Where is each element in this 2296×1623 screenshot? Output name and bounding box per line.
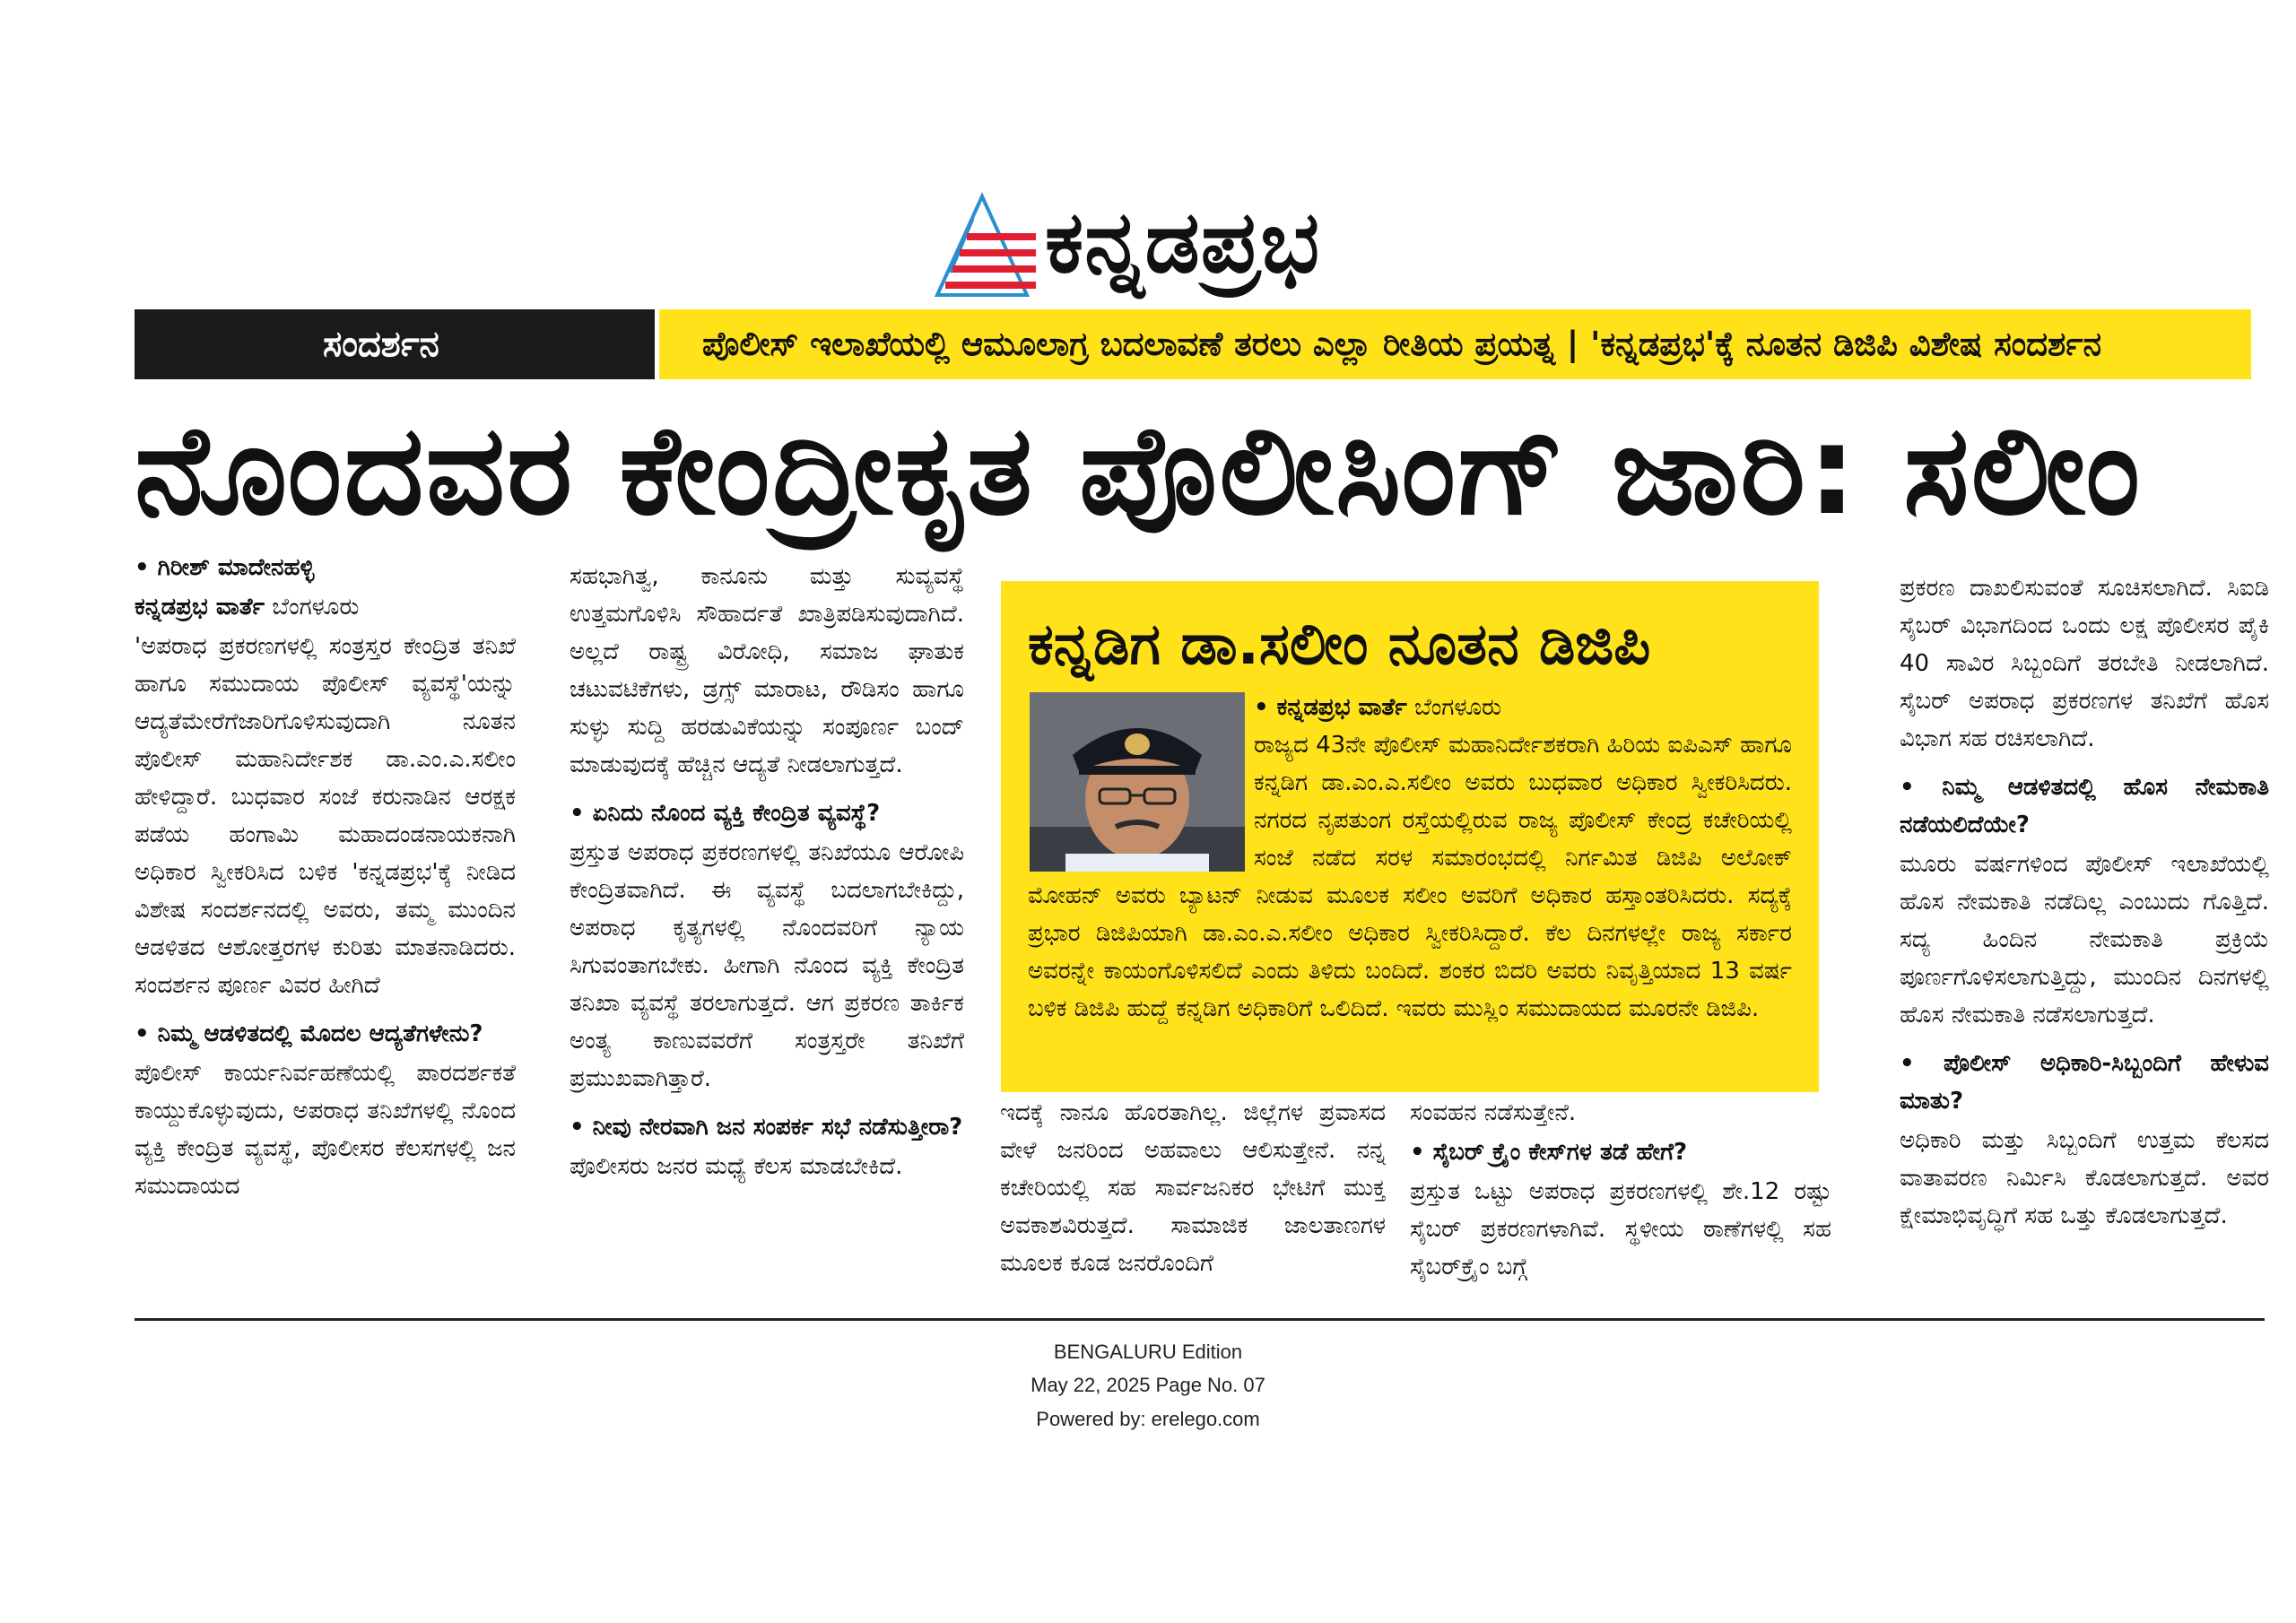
date-page-label: May 22, 2025 Page No. 07 — [1031, 1374, 1265, 1396]
byline: ಕನ್ನಡಪ್ರಭ ವಾರ್ತೆ — [135, 594, 265, 621]
masthead — [933, 188, 1399, 305]
paragraph: ಅಧಿಕಾರಿ ಮತ್ತು ಸಿಬ್ಬಂದಿಗೆ ಉತ್ತಮ ಕೆಲಸದ ವಾತಾವರಣ ನಿರ್ಮಿಸಿ ಕೊಡಲಾಗುತ್ತದೆ. ಅವರ ಕ್ಷೇಮಾಭಿವೃದ್ಧಿಗೆ ಸಹ ಒತ್ತು ಕೊಡಲಾಗುತ್ತದೆ. — [1900, 1127, 2269, 1229]
sidebar-byline: • ಕನ್ನಡಪ್ರಭ ವಾರ್ತೆ — [1254, 694, 1407, 721]
paragraph: ಇದಕ್ಕೆ ನಾನೂ ಹೊರತಾಗಿಲ್ಲ. ಜಿಲ್ಲೆಗಳ ಪ್ರವಾಸದ ವೇಳೆ ಜನರಿಂದ ಅಹವಾಲು ಆಲಿಸುತ್ತೇನೆ. ನನ್ನ ಕಚೇರಿಯಲ್ಲಿ ಸಹ ಸಾರ್ವಜನಿಕರ ಭೇಟಿಗೆ ಮುಕ್ತ ಅವಕಾಶವಿರುತ್ತದೆ. ಸಾಮಾಜಿಕ ಜಾಲತಾಣಗಳ ಮೂಲಕ ಕೂಡ ಜನರೊಂದಿಗೆ — [1000, 1099, 1386, 1277]
paragraph: ಪ್ರಸ್ತುತ ಅಪರಾಧ ಪ್ರಕರಣಗಳಲ್ಲಿ ತನಿಖೆಯೂ ಆರೋಪಿ ಕೇಂದ್ರಿತವಾಗಿದೆ. ಈ ವ್ಯವಸ್ಥೆ ಬದಲಾಗಬೇಕಿದ್ದು, ಅಪರಾಧ ಕೃತ್ಯಗಳಲ್ಲಿ ನೊಂದವರಿಗೆ ನ್ಯಾಯ ಸಿಗುವಂತಾಗಬೇಕು. ಹೀಗಾಗಿ ನೊಂದ ವ್ಯಕ್ತಿ ಕೇಂದ್ರಿತ ತನಿಖಾ ವ್ಯವಸ್ಥೆ ತರಲಾಗುತ್ತದೆ. ಆಗ ಪ್ರಕರಣ ತಾರ್ಕಿಕ ಅಂತ್ಯ ಕಾಣುವವರೆಗೆ ಸಂತ್ರಸ್ತರೇ ತನಿಖೆಗೆ ಪ್ರಮುಖವಾಗಿತ್ತಾರೆ. — [570, 839, 964, 1092]
section-label: ಸಂದರ್ಶನ — [296, 309, 655, 379]
section-banner — [135, 309, 2251, 379]
sidebar-city: ಬೆಂಗಳೂರು — [1413, 694, 1502, 721]
question-heading: • ಏನಿದು ನೊಂದ ವ್ಯಕ್ತಿ ಕೇಂದ್ರಿತ ವ್ಯವಸ್ಥೆ? — [570, 800, 881, 827]
article-column-4-bottom — [1410, 1094, 1831, 1287]
paragraph: ಮೂರು ವರ್ಷಗಳಿಂದ ಪೊಲೀಸ್ ಇಲಾಖೆಯಲ್ಲಿ ಹೊಸ ನೇಮಕಾತಿ ನಡೆದಿಲ್ಲ ಎಂಬುದು ಗೊತ್ತಿದೆ. ಸದ್ಯ ಹಿಂದಿನ ನೇಮಕಾತಿ ಪ್ರಕ್ರಿಯೆ ಪೂರ್ಣಗೊಳಿಸಲಾಗುತ್ತಿದ್ದು, ಮುಂದಿನ ದಿನಗಳಲ್ಲಿ ಹೊಸ ನೇಮಕಾತಿ ನಡೆಸಲಾಗುತ್ತದೆ. — [1900, 851, 2269, 1028]
paragraph: 'ಅಪರಾಧ ಪ್ರಕರಣಗಳಲ್ಲಿ ಸಂತ್ರಸ್ತರ ಕೇಂದ್ರಿತ ತನಿಖೆ ಹಾಗೂ ಸಮುದಾಯ ಪೊಲೀಸ್ ವ್ಯವಸ್ಥೆ'ಯನ್ನು ಆದ್ಯತೆಮೇರೆಗೆಜಾರಿಗೊಳಿಸುವುದಾಗಿ ನೂತನ ಪೊಲೀಸ್ ಮಹಾನಿರ್ದೇಶಕ ಡಾ.ಎಂ.ಎ.ಸಲೀಂ ಹೇಳಿದ್ದಾರೆ. ಬುಧವಾರ ಸಂಜೆ ಕರುನಾಡಿನ ಆರಕ್ಷಕ ಪಡೆಯ ಹಂಗಾಮಿ ಮಹಾದಂಡನಾಯಕನಾಗಿ ಅಧಿಕಾರ ಸ್ವೀಕರಿಸಿದ ಬಳಿಕ 'ಕನ್ನಡಪ್ರಭ'ಕ್ಕೆ ನೀಡಿದ ವಿಶೇಷ ಸಂದರ್ಶನದಲ್ಲಿ ಅವರು, ತಮ್ಮ ಮುಂದಿನ ಆಡಳಿತದ ಆಶೋತ್ತರಗಳ ಕುರಿತು ಮಾತನಾಡಿದರು. ಸಂದರ್ಶನ ಪೂರ್ಣ ವಿವರ ಹೀಗಿದೆ — [135, 633, 516, 999]
article-column-5 — [1900, 569, 2269, 1278]
officer-portrait-icon — [1030, 692, 1245, 872]
portrait-photo — [1030, 692, 1245, 872]
article-column-2 — [570, 558, 964, 1266]
paragraph: ಸಹಭಾಗಿತ್ವ, ಕಾನೂನು ಮತ್ತು ಸುವ್ಯವಸ್ಥೆ ಉತ್ತಮಗೊಳಿಸಿ ಸೌಹಾರ್ದತೆ ಖಾತ್ರಿಪಡಿಸುವುದಾಗಿದೆ. ಅಲ್ಲದೆ ರಾಷ್ಟ್ರ ವಿರೋಧಿ, ಸಮಾಜ ಘಾತುಕ ಚಟುವಟಿಕೆಗಳು, ಡ್ರಗ್ಸ್ ಮಾರಾಟ, ರೌಡಿಸಂ ಹಾಗೂ ಸುಳ್ಳು ಸುದ್ದಿ ಹರಡುವಿಕೆಯನ್ನು ಸಂಪೂರ್ಣ ಬಂದ್ ಮಾಡುವುದಕ್ಕೆ ಹೆಚ್ಚಿನ ಆದ್ಯತೆ ನೀಡಲಾಗುತ್ತದೆ. — [570, 563, 964, 778]
question-heading: • ನಿಮ್ಮ ಆಡಳಿತದಲ್ಲಿ ಹೊಸ ನೇಮಕಾತಿ ನಡೆಯಲಿದೆಯೇ? — [1900, 774, 2269, 838]
article-column-1 — [135, 549, 516, 1266]
redacted-block — [135, 309, 296, 379]
sidebar-story-title: ಕನ್ನಡಿಗ ಡಾ.ಸಲೀಂ ನೂತನ ಡಿಜಿಪಿ — [1028, 612, 1651, 678]
paragraph: ಪೊಲೀಸರು ಜನರ ಮಧ್ಯೆ ಕೆಲಸ ಮಾಡಬೇಕಿದೆ. — [570, 1153, 903, 1180]
paragraph: ಪೊಲೀಸ್ ಕಾರ್ಯನಿರ್ವಹಣೆಯಲ್ಲಿ ಪಾರದರ್ಶಕತೆ ಕಾಯ್ದುಕೊಳ್ಳುವುದು, ಅಪರಾಧ ತನಿಖೆಗಳಲ್ಲಿ ನೊಂದ ವ್ಯಕ್ತಿ ಕೇಂದ್ರಿತ ವ್ಯವಸ್ಥೆ, ಪೊಲೀಸರ ಕೆಲಸಗಳಲ್ಲಿ ಜನ ಸಮುದಾಯದ — [135, 1060, 516, 1200]
main-headline: ನೊಂದವರ ಕೇಂದ್ರೀಕೃತ ಪೊಲೀಸಿಂಗ್ ಜಾರಿ: ಸಲೀಂ — [135, 398, 2143, 542]
paragraph: ಪ್ರಸ್ತುತ ಒಟ್ಟು ಅಪರಾಧ ಪ್ರಕರಣಗಳಲ್ಲಿ ಶೇ.12 ರಷ್ಟು ಸೈಬರ್ ಪ್ರಕರಣಗಳಾಗಿವೆ. ಸ್ಥಳೀಯ ಠಾಣೆಗಳಲ್ಲಿ ಸಹ ಸೈಬರ್‌ಕ್ರೈಂ ಬಗ್ಗೆ — [1410, 1178, 1831, 1280]
dateline-city: ಬೆಂಗಳೂರು — [272, 594, 360, 621]
powered-by-label: Powered by: erelego.com — [1036, 1408, 1260, 1430]
paragraph: ಸಂವಹನ ನಡೆಸುತ್ತೇನೆ. — [1410, 1099, 1577, 1126]
sidebar-story-box — [1001, 581, 1819, 1092]
sidebar-paragraph: ರಾಜ್ಯದ 43ನೇ ಪೊಲೀಸ್ ಮಹಾನಿರ್ದೇಶಕರಾಗಿ ಹಿರಿಯ ಐಪಿಎಸ್ ಹಾಗೂ ಕನ್ನಡಿಗ ಡಾ.ಎಂ.ಎ.ಸಲೀಂ ಅವರು ಬುಧವಾರ ಅಧಿಕಾರ ಸ್ವೀಕರಿಸಿದರು. ನಗರದ ನೃಪತುಂಗ ರಸ್ತೆಯಲ್ಲಿರುವ ರಾಜ್ಯ ಪೊಲೀಸ್ ಕೇಂದ್ರ ಕಚೇರಿಯಲ್ಲಿ ಸಂಜೆ ನಡೆದ ಸರಳ ಸಮಾರಂಭದಲ್ಲಿ ನಿರ್ಗಮಿತ ಡಿಜಿಪಿ ಅಲೋಕ್ ಮೋಹನ್ ಅವರು ಬ್ಯಾಟನ್ ನೀಡುವ ಮೂಲಕ ಸಲೀಂ ಅವರಿಗೆ ಅಧಿಕಾರ ಹಸ್ತಾಂತರಿಸಿದರು. ಸದ್ಯಕ್ಕೆ ಪ್ರಭಾರ ಡಿಜಿಪಿಯಾಗಿ ಡಾ.ಎಂ.ಎ.ಸಲೀಂ ಅಧಿಕಾರ ಸ್ವೀಕರಿಸಿದ್ದಾರೆ. ಕೆಲ ದಿನಗಳಲ್ಲೇ ರಾಜ್ಯ ಸರ್ಕಾರ ಅವರನ್ನೇ ಕಾಯಂಗೊಳಿಸಲಿದೆ ಎಂದು ತಿಳಿದು ಬಂದಿದೆ. ಶಂಕರ ಬಿದರಿ ಅವರು ನಿವೃತ್ತಿಯಾದ 13 ವರ್ಷ ಬಳಿಕ ಡಿಜಿಪಿ ಹುದ್ದೆ ಕನ್ನಡಿಗ ಅಧಿಕಾರಿಗೆ ಒಲಿದಿದೆ. ಇವರು ಮುಸ್ಲಿಂ ಸಮುದಾಯದ ಮೂರನೇ ಡಿಜಿಪಿ. — [1028, 732, 1792, 1022]
article-column-3-bottom — [1000, 1094, 1386, 1287]
bottom-rule — [135, 1318, 2265, 1321]
edition-label: BENGALURU Edition — [1053, 1341, 1243, 1363]
newspaper-logo-icon — [933, 192, 1040, 299]
author-name: • ಗಿರೀಶ್ ಮಾದೇನಹಳ್ಳಿ — [135, 554, 315, 581]
masthead-title: ಕನ್ನಡಪ್ರಭ — [1045, 192, 1321, 292]
question-heading: • ನೀವು ನೇರವಾಗಿ ಜನ ಸಂಪರ್ಕ ಸಭೆ ನಡೆಸುತ್ತೀರಾ? — [570, 1114, 963, 1141]
banner-kicker: ಪೊಲೀಸ್ ಇಲಾಖೆಯಲ್ಲಿ ಆಮೂಲಾಗ್ರ ಬದಲಾವಣೆ ತರಲು ಎಲ್ಲಾ ರೀತಿಯ ಪ್ರಯತ್ನ | 'ಕನ್ನಡಪ್ರಭ'ಕ್ಕೆ ನೂತನ ಡಿಜಿಪಿ ವಿಶೇಷ ಸಂದರ್ಶನ — [659, 309, 2251, 379]
question-heading: • ಪೊಲೀಸ್ ಅಧಿಕಾರಿ-ಸಿಬ್ಬಂದಿಗೆ ಹೇಳುವ ಮಾತು? — [1900, 1050, 2269, 1115]
paragraph: ಪ್ರಕರಣ ದಾಖಲಿಸುವಂತೆ ಸೂಚಿಸಲಾಗಿದೆ. ಸಿಐಡಿ ಸೈಬರ್ ವಿಭಾಗದಿಂದ ಒಂದು ಲಕ್ಷ ಪೊಲೀಸರ ಪೈಕಿ 40 ಸಾವಿರ ಸಿಬ್ಬಂದಿಗೆ ತರಬೇತಿ ನೀಡಲಾಗಿದೆ. ಸೈಬರ್ ಅಪರಾಧ ಪ್ರಕರಣಗಳ ತನಿಖೆಗೆ ಹೊಸ ವಿಭಾಗ ಸಹ ರಚಿಸಲಾಗಿದೆ. — [1900, 575, 2269, 752]
question-heading: • ನಿಮ್ಮ ಆಡಳಿತದಲ್ಲಿ ಮೊದಲ ಆದ್ಯತೆಗಳೇನು? — [135, 1020, 483, 1047]
question-heading: • ಸೈಬರ್ ಕ್ರೈಂ ಕೇಸ್‌ಗಳ ತಡೆ ಹೇಗೆ? — [1410, 1139, 1688, 1166]
